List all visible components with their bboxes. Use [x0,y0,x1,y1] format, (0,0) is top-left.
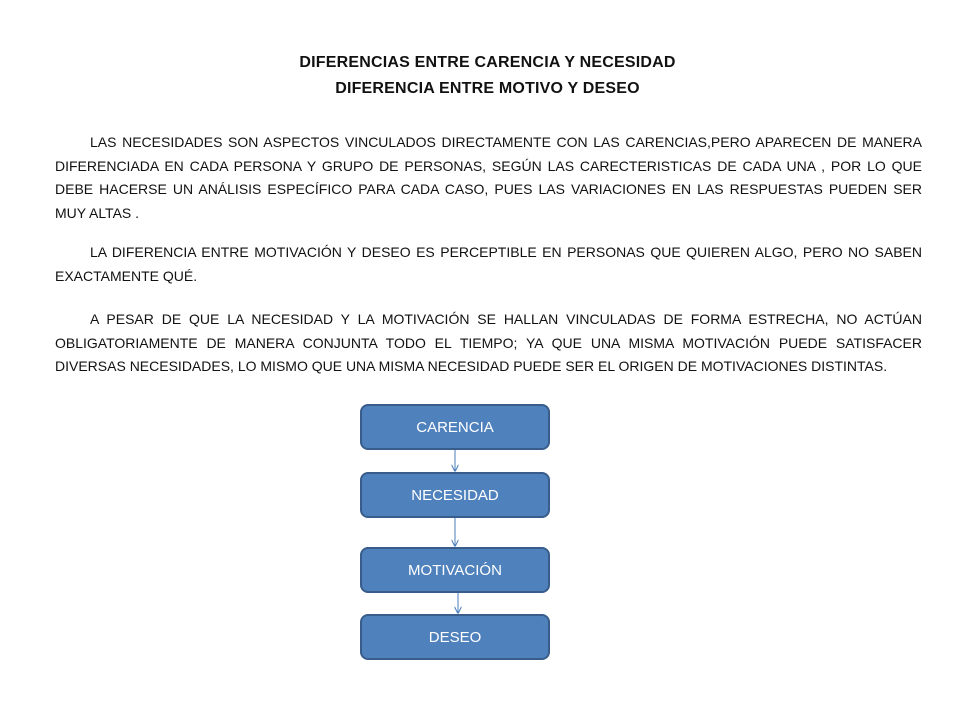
paragraph-necesidades: LAS NECESIDADES SON ASPECTOS VINCULADOS DIRECTAMENTE CON LAS CARENCIAS,PERO APARECEN DE MANERA DIFERENCIADA EN CADA PERSONA Y GRUPO DE PERSONAS, SEGÚN LAS CARECTERISTICAS DE CADA UNA , POR LO QUE DEBE HACERSE UN ANÁLISIS ESPECÍFICO PARA CADA CASO, PUES LAS VARIACIONES EN LAS RESPUESTAS PUEDEN SER MUY ALTAS . [55,134,922,221]
flow-step-necesidad [361,473,549,517]
flow-step-label: MOTIVACIÓN [408,562,502,579]
flow-step-label: DESEO [428,629,482,646]
slide-title: DIFERENCIAS ENTRE CARENCIA Y NECESIDAD [299,54,676,71]
flow-step-motivacion [361,548,549,592]
flow-step-carencia [361,405,549,449]
flow-step-label: CARENCIA [416,419,494,436]
paragraph-necesidad-motivacion: A PESAR DE QUE LA NECESIDAD Y LA MOTIVACIÓN SE HALLAN VINCULADAS DE FORMA ESTRECHA, NO ACTÚAN OBLIGATORIAMENTE DE MANERA CONJUNTA TODO EL TIEMPO; YA QUE UNA MISMA MOTIVACIÓN PUEDE SATISFACER DIVERSAS NECESIDADES, LO MISMO QUE UNA MISMA NECESIDAD PUEDE SER EL ORIGEN DE MOTIVACIONES DISTINTAS. [55,311,922,374]
flow-step-label: NECESIDAD [411,487,499,504]
flow-step-deseo [361,615,549,659]
paragraph-motivacion-deseo: LA DIFERENCIA ENTRE MOTIVACIÓN Y DESEO ES PERCEPTIBLE EN PERSONAS QUE QUIEREN ALGO, PERO NO SABEN EXACTAMENTE QUÉ. [55,244,922,284]
slide-subtitle: DIFERENCIA ENTRE MOTIVO Y DESEO [335,80,640,97]
